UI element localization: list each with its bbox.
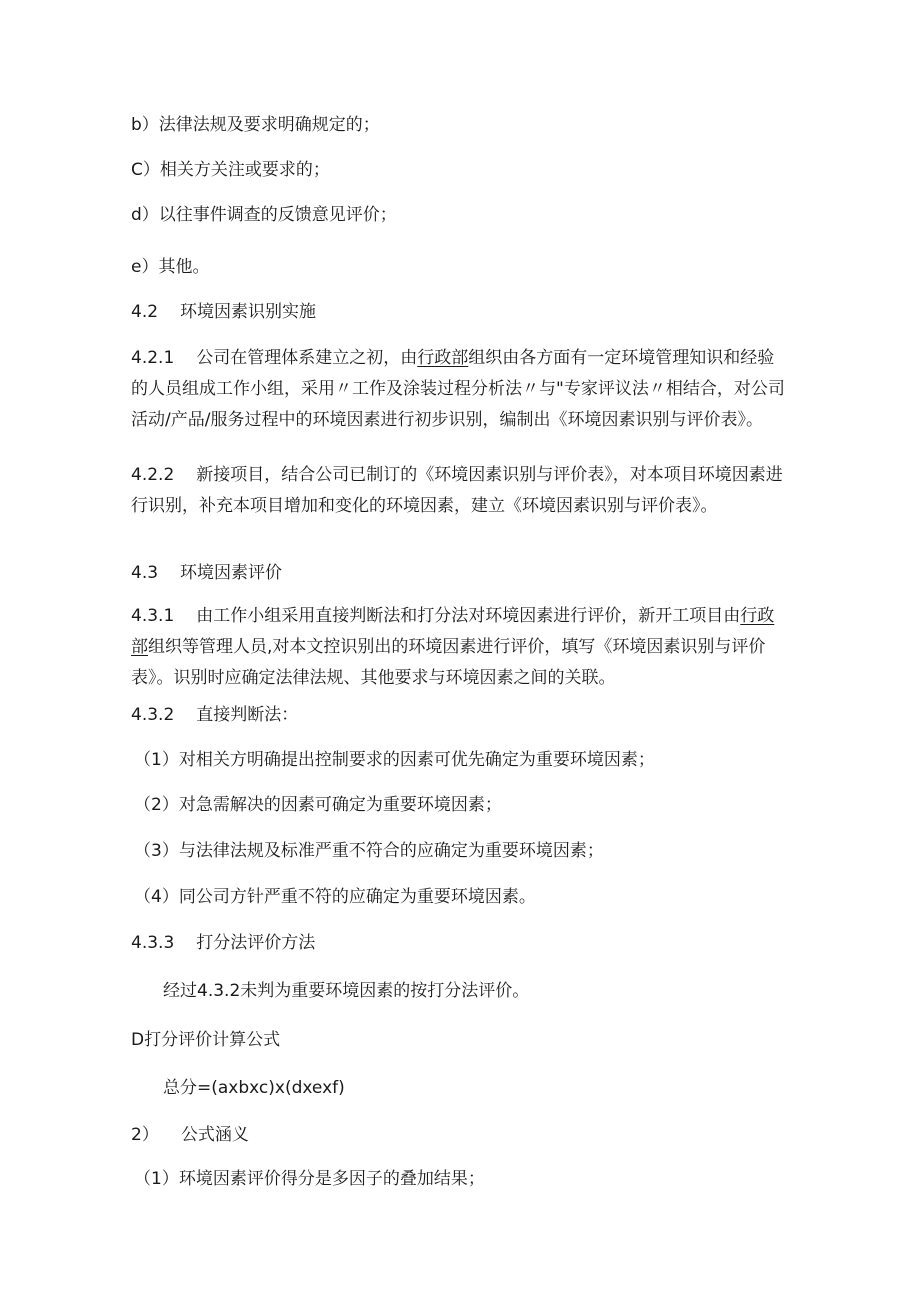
section-number: 4.3.3 xyxy=(131,933,175,953)
paragraph-text: 新接项目，结合公司已制订的《环境因素识别与评价表》，对本项目环境因素进行识别，补充本项目增加和变化的环境因素，建立《环境因素识别与评价表》。 xyxy=(131,465,783,516)
criterion-item-4: （4）同公司方针严重不符的应确定为重要环境因素。 xyxy=(134,887,536,907)
section-4-3-2-heading xyxy=(131,700,791,731)
section-4-2-2-paragraph xyxy=(131,460,791,522)
dept-link-admin: 行政部 xyxy=(131,606,775,657)
section-title: 直接判断法： xyxy=(196,705,299,725)
section-number: 4.2.2 xyxy=(131,465,175,485)
section-number: 4.3.1 xyxy=(131,606,175,626)
meaning-heading xyxy=(131,1120,791,1151)
clause-e: e）其他。 xyxy=(131,257,210,277)
section-4-2-1-paragraph xyxy=(131,343,791,436)
section-title: 环境因素识别实施 xyxy=(180,302,317,322)
clause-b: b）法律法规及要求明确规定的； xyxy=(131,115,380,135)
section-number: 4.2.1 xyxy=(131,348,175,368)
section-number: 4.3 xyxy=(131,563,159,583)
section-title: 公式涵义 xyxy=(180,1125,249,1145)
clause-c: C）相关方关注或要求的； xyxy=(131,160,330,180)
criterion-item-2: （2）对急需解决的因素可确定为重要环境因素； xyxy=(134,795,502,815)
formula-text: 总分=(axbxc)x(dxexf) xyxy=(163,1078,345,1098)
clause-d: d）以往事件调查的反馈意见评价； xyxy=(131,205,397,225)
section-4-3-1-paragraph xyxy=(131,601,791,694)
dept-link-admin: 行政部 xyxy=(417,348,469,368)
section-4-3-heading xyxy=(131,558,791,589)
paragraph-text: 由工作小组采用直接判断法和打分法对环境因素进行评价，新开工项目由 xyxy=(196,606,741,626)
criterion-item-1: （1）对相关方明确提出控制要求的因素可优先确定为重要环境因素； xyxy=(134,750,655,770)
section-title: 打分法评价方法 xyxy=(196,933,316,953)
item-number: 2） xyxy=(131,1125,159,1145)
paragraph-text: 公司在管理体系建立之初，由 xyxy=(196,348,418,368)
section-number: 4.3.2 xyxy=(131,705,175,725)
section-title: 环境因素评价 xyxy=(180,563,283,583)
meaning-item-1: （1）环境因素评价得分是多因子的叠加结果； xyxy=(134,1169,485,1189)
section-4-3-3-heading xyxy=(131,928,791,959)
paragraph-text: 组织由各方面有一定环境管理知识和经验的人员组成工作小组，采用〃工作及涂装过程分析法〃与"专家评议法〃相结合，对公司活动/产品/服务过程中的环境因素进行初步识别，编制出《环境因素识别与评价表》。 xyxy=(131,348,785,430)
criterion-item-3: （3）与法律法规及标准严重不符合的应确定为重要环境因素； xyxy=(134,841,604,861)
formula-heading: D打分评价计算公式 xyxy=(131,1030,281,1050)
scoring-intro: 经过4.3.2未判为重要环境因素的按打分法评价。 xyxy=(163,981,530,1001)
section-number: 4.2 xyxy=(131,302,159,322)
section-4-2-heading xyxy=(131,297,791,328)
paragraph-text: 组织等管理人员,对本文控识别出的环境因素进行评价，填写《环境因素识别与评价表》。识别时应确定法律法规、其他要求与环境因素之间的关联。 xyxy=(131,637,766,688)
